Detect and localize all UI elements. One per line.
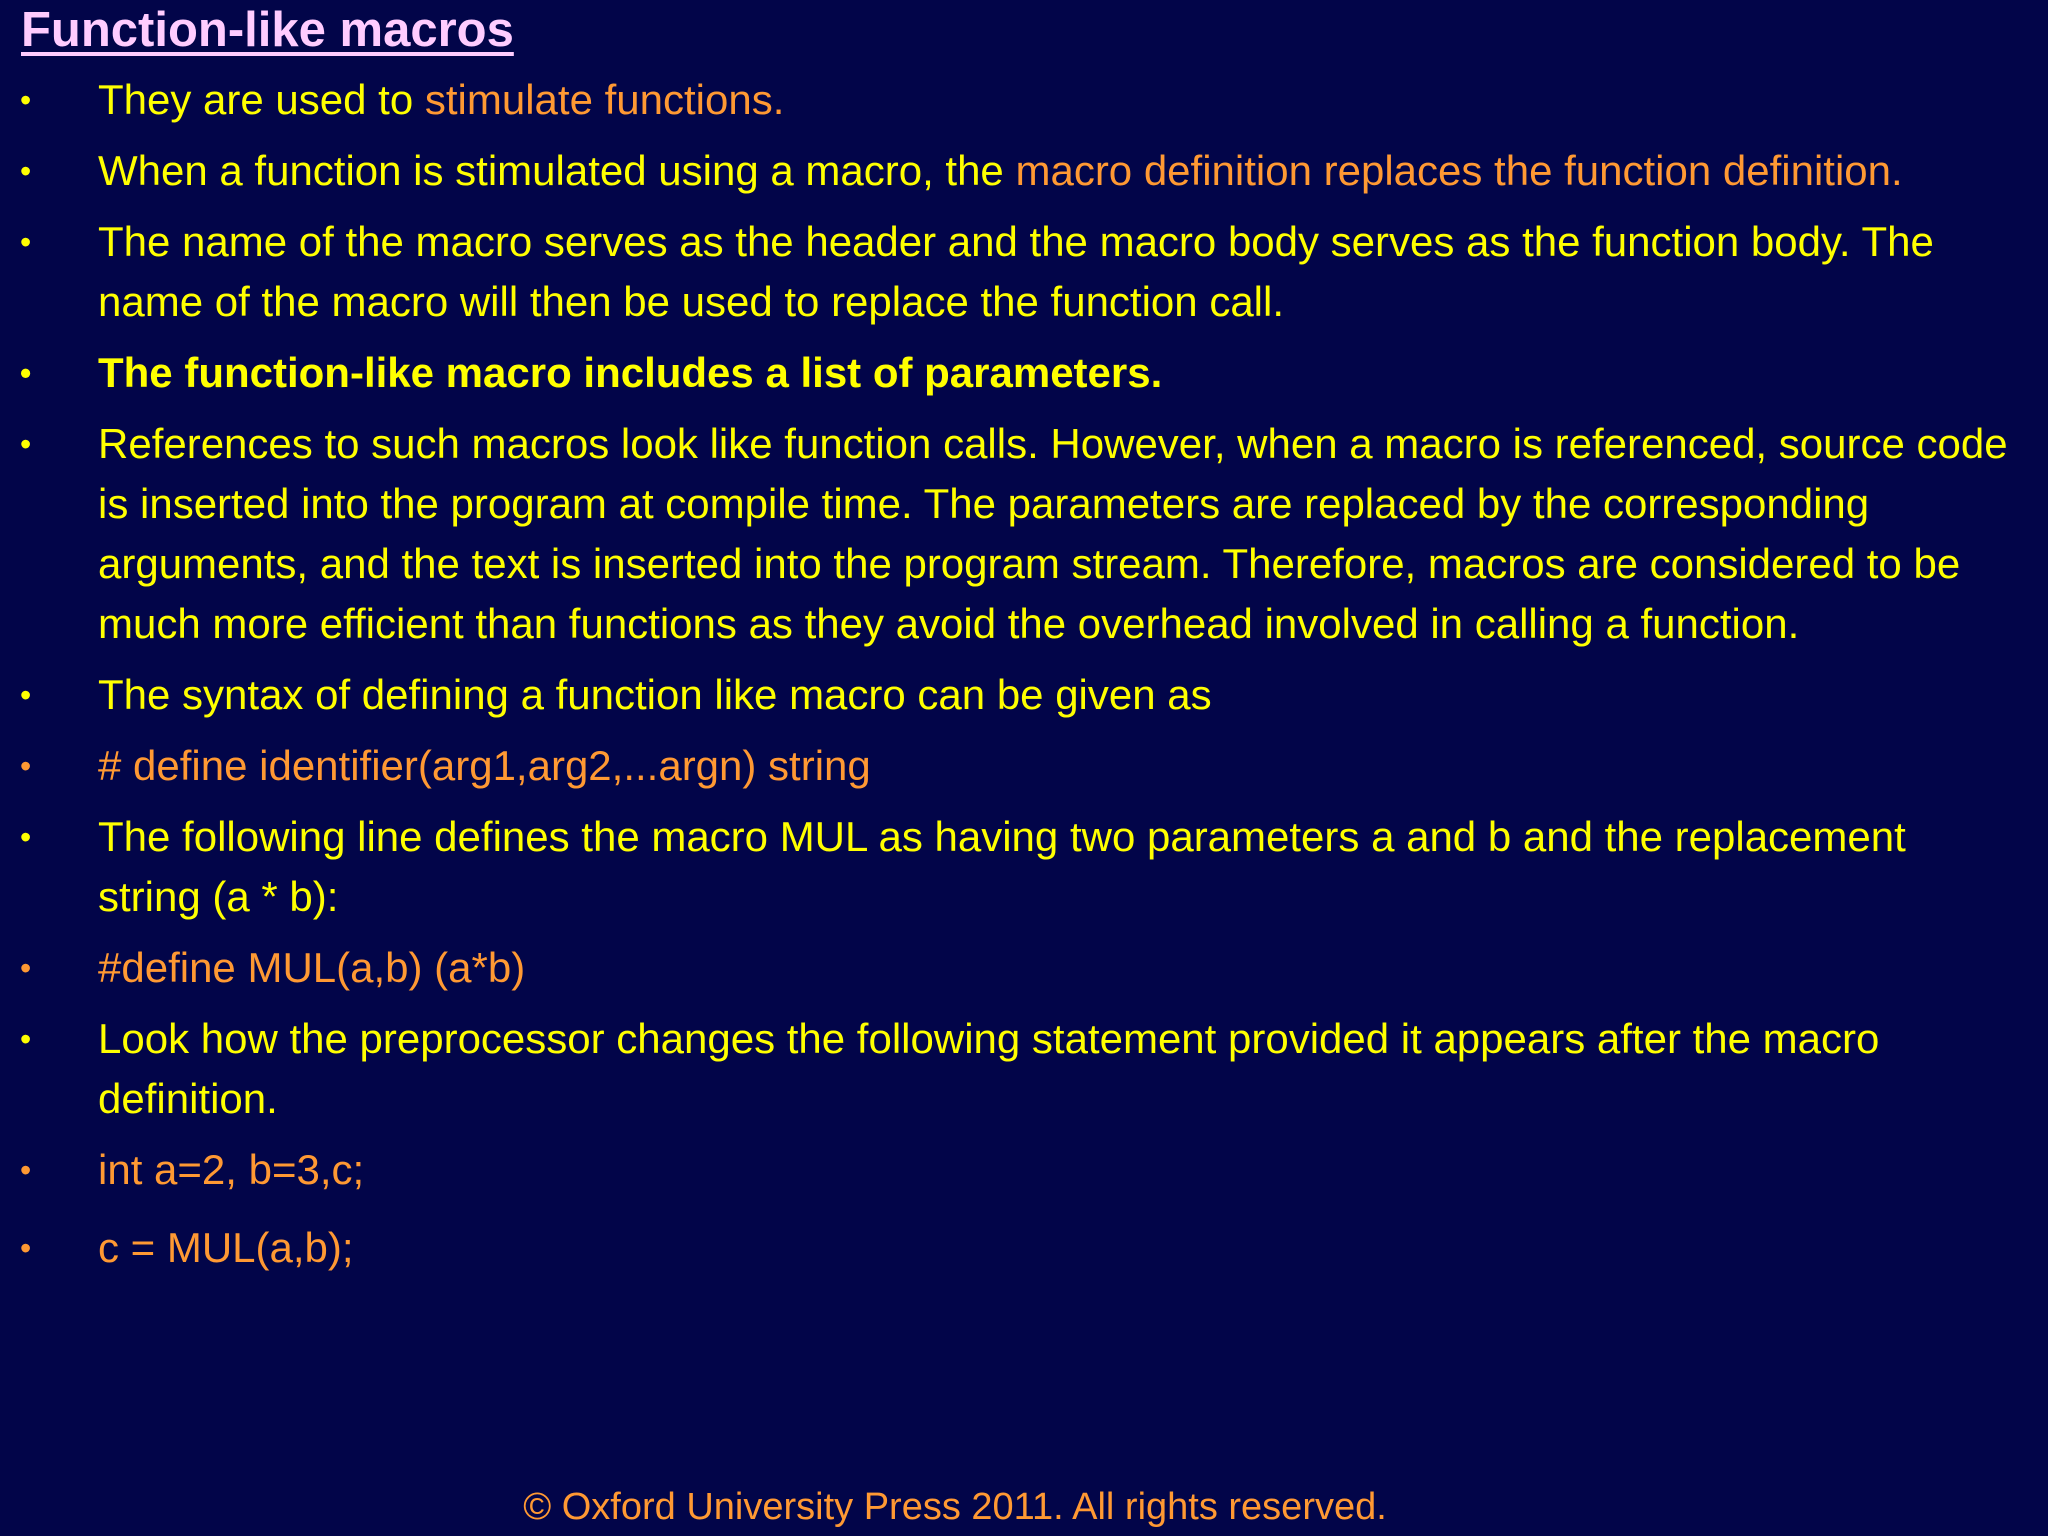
bullet-item xyxy=(0,1218,2048,1278)
item-text: The syntax of defining a function like macro can be given as xyxy=(98,671,1212,718)
item-text: The following line defines the macro MUL as having two parameters a and b and the replacement string (a * b): xyxy=(98,813,1906,920)
bullet-dot-icon: • xyxy=(20,819,32,855)
bullet-dot-icon: • xyxy=(20,1152,32,1188)
bullet-item xyxy=(0,141,2048,201)
bullet-dot-icon: • xyxy=(20,153,32,189)
bullet-dot-icon: • xyxy=(20,426,32,462)
bullet-item xyxy=(0,343,2048,403)
bullet-item xyxy=(0,212,2048,332)
item-text: When a function is stimulated using a macro, the xyxy=(98,147,1016,194)
bullet-item xyxy=(0,70,2048,130)
item-text: The name of the macro serves as the header and the macro body serves as the function body. The name of the macro will then be used to replace the function call. xyxy=(98,218,1934,325)
bullet-dot-icon: • xyxy=(20,355,32,391)
bullet-dot-icon: • xyxy=(20,224,32,260)
bullet-dot-icon: • xyxy=(20,677,32,713)
bullet-item xyxy=(0,665,2048,725)
bullet-dot-icon: • xyxy=(20,950,32,986)
item-highlight: macro definition replaces the function definition. xyxy=(1015,147,1903,194)
bullet-item xyxy=(0,938,2048,998)
item-code: #define MUL(a,b) (a*b) xyxy=(98,944,526,991)
item-code: int a=2, b=3,c; xyxy=(98,1146,365,1193)
bullet-dot-icon: • xyxy=(20,1230,32,1266)
bullet-dot-icon: • xyxy=(20,1021,32,1057)
bullet-item xyxy=(0,414,2048,654)
item-text: The function-like macro includes a list of parameters. xyxy=(98,349,1163,396)
bullet-dot-icon: • xyxy=(20,748,32,784)
item-text: References to such macros look like function calls. However, when a macro is referenced, source code is inserted into the program at compile time. The parameters are replaced by the corresponding arguments, and the text is inserted into the program stream. Therefore, macros are considered to be much more efficient than functions as they avoid the overhead involved in calling a function. xyxy=(98,420,2008,647)
copyright-footer: © Oxford University Press 2011. All rights reserved. xyxy=(523,1486,1387,1528)
bullet-list xyxy=(0,70,2048,1289)
item-code: c = MUL(a,b); xyxy=(98,1224,354,1271)
bullet-item xyxy=(0,736,2048,796)
item-text: Look how the preprocessor changes the following statement provided it appears after the macro definition. xyxy=(98,1015,1880,1122)
item-code: # define identifier(arg1,arg2,...argn) string xyxy=(98,742,871,789)
bullet-item xyxy=(0,1009,2048,1129)
item-text: They are used to xyxy=(98,76,425,123)
bullet-item xyxy=(0,807,2048,927)
item-highlight: stimulate functions. xyxy=(424,76,785,123)
slide-title: Function-like macros xyxy=(21,3,514,57)
bullet-item xyxy=(0,1140,2048,1200)
bullet-dot-icon: • xyxy=(20,82,32,118)
